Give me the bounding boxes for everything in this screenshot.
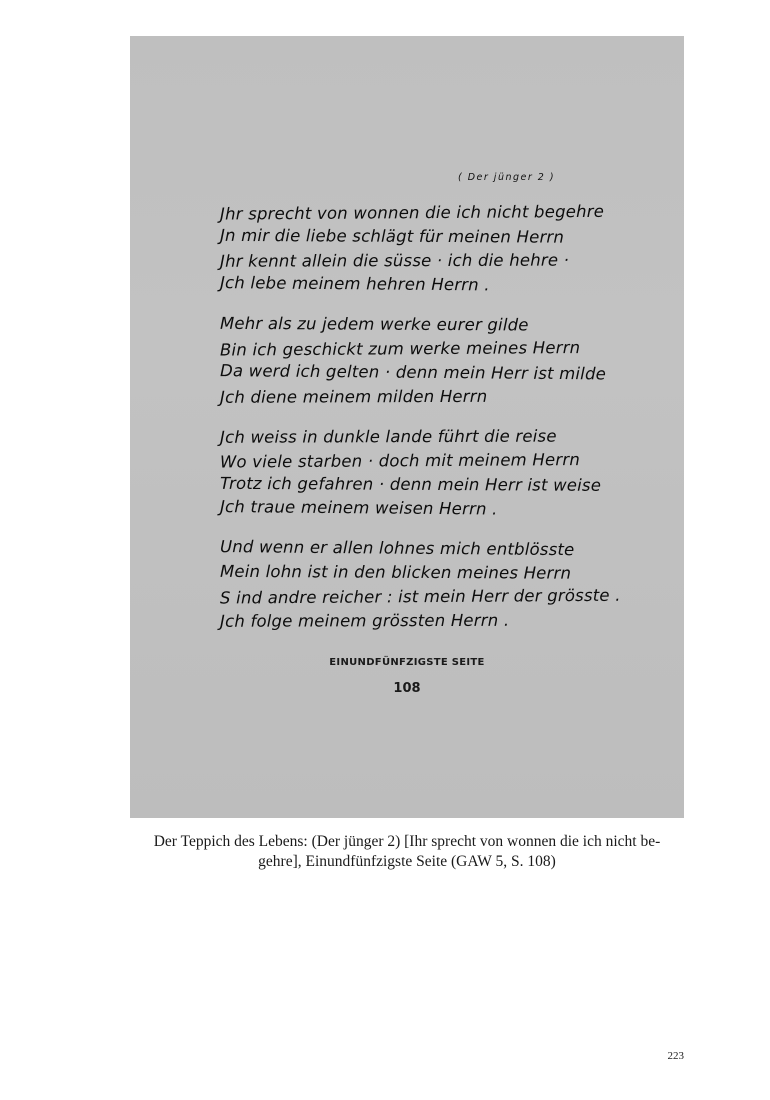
poem-line: Jn mir die liebe schlägt für meinen Herrn — [219, 225, 565, 247]
caption-line: Der Teppich des Lebens: (Der jünger 2) [Ihr sprecht von wonnen die ich nicht be- — [153, 833, 661, 850]
poem-line: Mehr als zu jedem werke eurer gilde — [219, 313, 529, 335]
poem-line: Jch folge meinem grössten Herrn . — [219, 610, 510, 631]
poem-line: Trotz ich gefahren · denn mein Herr ist weise — [219, 473, 602, 495]
poem-line: Bin ich geschickt zum werke meines Herrn — [219, 338, 581, 360]
poem-line: Jch traue meinem weisen Herrn . — [219, 497, 498, 519]
stanza-1 — [220, 201, 660, 297]
poem-line: Jch weiss in dunkle lande führt die reise — [219, 426, 557, 447]
plate-page-label: EINUNDFÜNFZIGSTE SEITE — [329, 657, 485, 668]
plate-page-number: 108 — [393, 681, 421, 696]
poem-line: S ind andre reicher : ist mein Herr der grösste . — [219, 585, 621, 608]
caption-line: gehre], Einundfünfzigste Seite (GAW 5, S. 108) — [258, 853, 556, 870]
poem-line: Mein lohn ist in den blicken meines Herrn — [219, 561, 572, 583]
poem-line: Jhr kennt allein die süsse · ich die hehre · — [219, 250, 570, 271]
figure-caption — [126, 832, 688, 872]
poem-line: Jch diene meinem milden Herrn — [219, 386, 488, 407]
poem-text — [220, 201, 660, 649]
poem-line: Jch lebe meinem hehren Herrn . — [219, 273, 490, 295]
poem-line: Und wenn er allen lohnes mich entblösste — [219, 537, 575, 560]
poem-line: Wo viele starben · doch mit meinem Herrn — [219, 450, 581, 472]
poem-line: Da werd ich gelten · denn mein Herr ist milde — [219, 361, 607, 384]
stanza-3 — [220, 425, 660, 521]
poem-line: Jhr sprecht von wonnen die ich nicht begehre — [219, 201, 605, 224]
manuscript-facsimile — [130, 36, 684, 818]
stanza-2 — [220, 313, 660, 409]
poem-dedication: ( Der jünger 2 ) — [458, 172, 556, 183]
stanza-4 — [220, 537, 660, 633]
page-number: 223 — [667, 1050, 684, 1062]
